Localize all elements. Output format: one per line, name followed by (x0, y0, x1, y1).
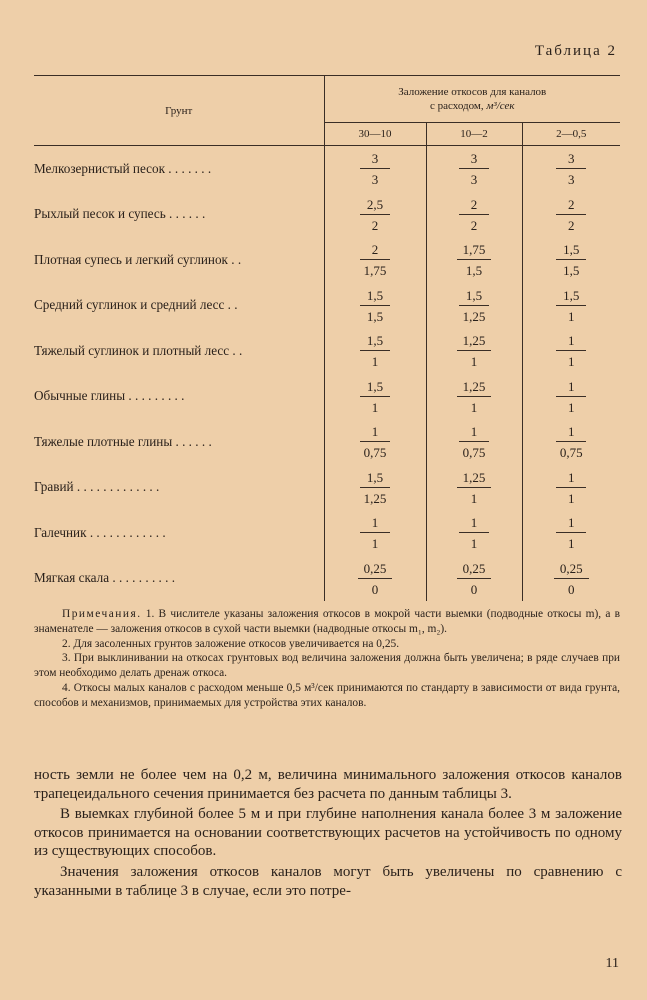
slope-numerator: 1 (556, 333, 586, 351)
slope-value-cell (324, 465, 426, 511)
slope-numerator: 1 (459, 515, 489, 533)
note-1-text: 1. В числителе указаны заложения откосов в мокрой части выемки (подводные откосы m), а в знаменателе — заложения откосов в сухой части выемки (надводные откосы m₁, m₂). (34, 608, 620, 635)
slope-fraction (459, 151, 489, 187)
slope-fraction (556, 288, 586, 324)
slope-numerator: 1 (556, 515, 586, 533)
slope-value-cell (426, 465, 522, 511)
soil-name: Галечник . . . . . . . . . . . . (34, 510, 324, 556)
soil-name: Средний суглинок и средний лесс . . (34, 283, 324, 329)
slope-value-cell (324, 283, 426, 329)
slope-numerator: 1 (556, 470, 586, 488)
slope-denominator: 1 (470, 536, 478, 552)
slope-numerator: 1 (556, 424, 586, 442)
slope-numerator: 0,25 (358, 561, 393, 579)
slope-value-cell (324, 237, 426, 283)
column-header: 2—0,5 (522, 123, 620, 146)
slope-denominator: 0,75 (462, 445, 486, 461)
slope-value-cell (324, 510, 426, 556)
slope-value-cell (426, 192, 522, 238)
slope-denominator: 1 (568, 308, 575, 324)
slope-numerator: 3 (360, 151, 390, 169)
slope-denominator: 1 (470, 354, 478, 370)
slope-denominator: 1 (568, 490, 575, 506)
slope-numerator: 1,5 (459, 288, 489, 306)
slope-value-cell (522, 374, 620, 420)
slope-value-cell (522, 556, 620, 602)
slope-fraction (360, 333, 390, 369)
slope-value-cell (426, 146, 522, 192)
slope-fraction (556, 197, 586, 233)
slope-denominator: 2 (568, 217, 575, 233)
span-header-unit: м³/сек (486, 100, 515, 112)
span-header-line1: Заложение откосов для каналов (398, 86, 547, 98)
slope-denominator: 2 (371, 217, 379, 233)
slope-denominator: 0,75 (363, 445, 387, 461)
slope-value-cell (324, 419, 426, 465)
slope-denominator: 1 (371, 536, 379, 552)
soil-column-header: Грунт (34, 76, 324, 146)
slope-fraction (358, 561, 393, 597)
slope-fraction (457, 379, 492, 415)
slope-fraction (459, 515, 489, 551)
note-1 (34, 607, 620, 637)
slope-denominator: 2 (470, 217, 478, 233)
slope-denominator: 1,5 (563, 263, 580, 279)
slope-value-cell (426, 419, 522, 465)
note-2: 2. Для засоленных грунтов заложение откосов увеличивается на 0,25. (62, 637, 400, 650)
page-number: 11 (605, 956, 619, 971)
slope-fraction (556, 379, 586, 415)
slope-value-cell (426, 237, 522, 283)
slope-value-cell (426, 328, 522, 374)
slope-value-cell (324, 328, 426, 374)
slope-fraction (360, 424, 390, 460)
slope-fraction (360, 151, 390, 187)
slope-fraction (556, 333, 586, 369)
soil-name: Тяжелые плотные глины . . . . . . (34, 419, 324, 465)
slope-denominator: 1 (568, 536, 575, 552)
table-row (34, 419, 620, 465)
slope-numerator: 2 (556, 197, 586, 215)
slope-denominator: 1 (470, 490, 478, 506)
slope-value-cell (426, 283, 522, 329)
slope-denominator: 1 (470, 399, 478, 415)
table-row (34, 237, 620, 283)
slope-denominator: 1,25 (363, 490, 387, 506)
slope-numerator: 3 (459, 151, 489, 169)
table-row (34, 328, 620, 374)
slope-numerator: 1,5 (360, 379, 390, 397)
slope-fraction (360, 242, 390, 278)
soil-name: Плотная супесь и легкий суглинок . . (34, 237, 324, 283)
slope-denominator: 1,25 (462, 308, 486, 324)
slope-numerator: 1,75 (457, 242, 492, 260)
table-body (34, 146, 620, 602)
slope-numerator: 1 (459, 424, 489, 442)
slope-numerator: 3 (556, 151, 586, 169)
table-row (34, 192, 620, 238)
slope-fraction (554, 561, 589, 597)
slope-fraction (556, 242, 586, 278)
table-row (34, 556, 620, 602)
slope-denominator: 1 (568, 354, 575, 370)
slope-value-cell (324, 556, 426, 602)
slope-denominator: 3 (470, 172, 478, 188)
slope-value-cell (522, 283, 620, 329)
soil-name: Гравий . . . . . . . . . . . . . (34, 465, 324, 511)
slope-value-cell (522, 192, 620, 238)
slope-denominator: 1,5 (366, 308, 384, 324)
slope-numerator: 1,5 (360, 333, 390, 351)
soil-name: Тяжелый суглинок и плотный лесс . . (34, 328, 324, 374)
slope-fraction (459, 424, 489, 460)
slope-fraction (457, 470, 492, 506)
slope-value-cell (324, 374, 426, 420)
slope-value-cell (324, 146, 426, 192)
slope-fraction (360, 470, 390, 506)
table-row (34, 283, 620, 329)
table-row (34, 465, 620, 511)
notes-lead: Примечания. (62, 608, 142, 620)
slope-fraction (360, 515, 390, 551)
slope-value-cell (522, 237, 620, 283)
slope-fraction (556, 424, 586, 460)
slope-numerator: 1,5 (556, 288, 586, 306)
slope-fraction (360, 288, 390, 324)
slope-value-cell (426, 556, 522, 602)
slope-fraction (457, 242, 492, 278)
slope-fraction (457, 333, 492, 369)
body-paragraph: Значения заложения откосов каналов могут быть увеличены по сравнению с указанными в таблице 3 в случае, если это потре- (34, 863, 622, 899)
slope-table (34, 75, 620, 601)
slope-denominator: 1,5 (465, 263, 483, 279)
slope-fraction (556, 151, 586, 187)
slope-value-cell (522, 510, 620, 556)
table-row (34, 374, 620, 420)
table-caption: Таблица 2 (534, 43, 617, 59)
table-notes (34, 607, 620, 711)
body-text (34, 766, 622, 902)
soil-name: Обычные глины . . . . . . . . . (34, 374, 324, 420)
slope-denominator: 0 (371, 581, 379, 597)
slope-fraction (556, 470, 586, 506)
slope-value-cell (324, 192, 426, 238)
slope-fraction (457, 561, 492, 597)
slope-denominator: 0 (470, 581, 478, 597)
slope-numerator: 1 (360, 515, 390, 533)
slope-numerator: 1,5 (556, 242, 586, 260)
slope-numerator: 1,25 (457, 470, 492, 488)
slope-value-cell (426, 510, 522, 556)
soil-name: Рыхлый песок и супесь . . . . . . (34, 192, 324, 238)
slope-numerator: 1,5 (360, 288, 390, 306)
slope-numerator: 0,25 (457, 561, 492, 579)
slope-denominator: 1,75 (363, 263, 387, 279)
body-paragraph: В выемках глубиной более 5 м и при глубине наполнения канала более 3 м заложение откосов принимается на основании соответствующих расчетов на устойчивость по одному из существующих способов. (34, 806, 622, 860)
slope-numerator: 1,25 (457, 379, 492, 397)
column-header: 10—2 (426, 123, 522, 146)
slope-denominator: 0,75 (559, 445, 583, 461)
table-row (34, 146, 620, 192)
slope-fraction (459, 197, 489, 233)
slope-denominator: 3 (371, 172, 379, 188)
note-3: 3. При выклинивании на откосах грунтовых вод величина заложения должна быть увеличена; в ряде случаев при этом необходимо делать дренаж откоса. (34, 652, 620, 680)
slope-denominator: 3 (568, 172, 575, 188)
slope-denominator: 1 (568, 399, 575, 415)
column-header: 30—10 (324, 123, 426, 146)
body-paragraph: ность земли не более чем на 0,2 м, величина минимального заложения откосов каналов трапецеидального сечения принимается без расчета по данным таблицы 3. (34, 767, 622, 802)
slope-numerator: 0,25 (554, 561, 589, 579)
slope-numerator: 1 (360, 424, 390, 442)
span-header-line2: с расходом, (430, 100, 484, 112)
slope-numerator: 2 (360, 242, 390, 260)
slope-numerator: 1,25 (457, 333, 492, 351)
slope-numerator: 2 (459, 197, 489, 215)
table-row (34, 510, 620, 556)
slope-numerator: 1 (556, 379, 586, 397)
slope-value-cell (522, 328, 620, 374)
slope-fraction (556, 515, 586, 551)
slope-fraction (459, 288, 489, 324)
note-4: 4. Откосы малых каналов с расходом меньше 0,5 м³/сек принимаются по стандарту в зависимости от вида грунта, способов и механизмов, принимаемых для устройства этих каналов. (34, 681, 620, 709)
slope-value-cell (522, 465, 620, 511)
slope-value-cell (426, 374, 522, 420)
slope-value-cell (522, 419, 620, 465)
slope-numerator: 1,5 (360, 470, 390, 488)
soil-name: Мелкозернистый песок . . . . . . . (34, 146, 324, 192)
discharge-span-header (324, 76, 620, 123)
slope-fraction (360, 379, 390, 415)
slope-denominator: 0 (568, 581, 575, 597)
slope-value-cell (522, 146, 620, 192)
slope-numerator: 2,5 (360, 197, 390, 215)
soil-name: Мягкая скала . . . . . . . . . . (34, 556, 324, 602)
slope-denominator: 1 (371, 354, 379, 370)
slope-fraction (360, 197, 390, 233)
slope-denominator: 1 (371, 399, 379, 415)
